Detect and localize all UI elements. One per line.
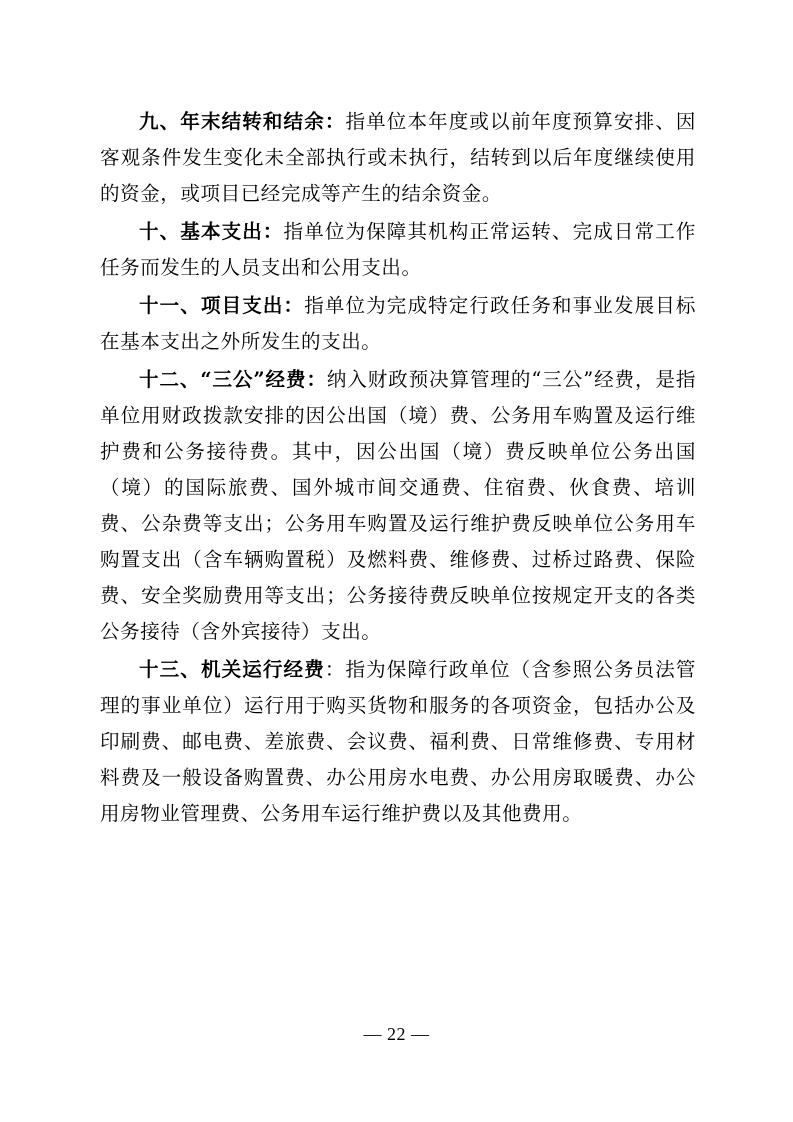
- paragraph-year-end-carryover: [100, 104, 696, 212]
- paragraph-basic-expenditure: [100, 214, 696, 286]
- paragraph-text: ：指为保障行政单位（含参照公务员法管理的事业单位）运行用于购买货物和服务的各项资金，包括办公及印刷费、邮电费、差旅费、会议费、福利费、日常维修费、专用材料费及一般设备购置费、办公用房水电费、办公用房取暖费、办公用房物业管理费、公务用车运行维护费以及其他费用。: [100, 658, 696, 825]
- paragraph-text: 指单位为保障其机构正常运转、完成日常工作任务而发生的人员支出和公用支出。: [100, 220, 696, 279]
- paragraph-agency-operating-expenses: [100, 652, 696, 832]
- paragraph-project-expenditure: [100, 288, 696, 360]
- paragraph-heading: 十二、“三公”经费：: [139, 368, 327, 391]
- paragraph-three-public-expenses: [100, 362, 696, 650]
- paragraph-heading: 十一、项目支出：: [139, 294, 305, 317]
- document-body: [100, 104, 696, 832]
- paragraph-heading: 九、年末结转和结余：: [139, 110, 346, 133]
- paragraph-heading: 十、基本支出：: [139, 220, 284, 243]
- paragraph-text: 指单位为完成特定行政任务和事业发展目标在基本支出之外所发生的支出。: [100, 294, 696, 353]
- paragraph-heading: 十三、机关运行经费: [139, 658, 325, 681]
- paragraph-text: 纳入财政预决算管理的“三公”经费，是指单位用财政拨款安排的因公出国（境）费、公务用车购置及运行维护费和公务接待费。其中，因公出国（境）费反映单位公务出国（境）的国际旅费、国外城市间交通费、住宿费、伙食费、培训费、公杂费等支出；公务用车购置及运行维护费反映单位公务用车购置支出（含车辆购置税）及燃料费、维修费、过桥过路费、保险费、安全奖励费用等支出；公务接待费反映单位按规定开支的各类公务接待（含外宾接待）支出。: [100, 368, 696, 643]
- paragraph-text: 指单位本年度或以前年度预算安排、因客观条件发生变化未全部执行或未执行，结转到以后年度继续使用的资金，或项目已经完成等产生的结余资金。: [100, 110, 696, 205]
- page-number: — 22 —: [363, 1024, 430, 1044]
